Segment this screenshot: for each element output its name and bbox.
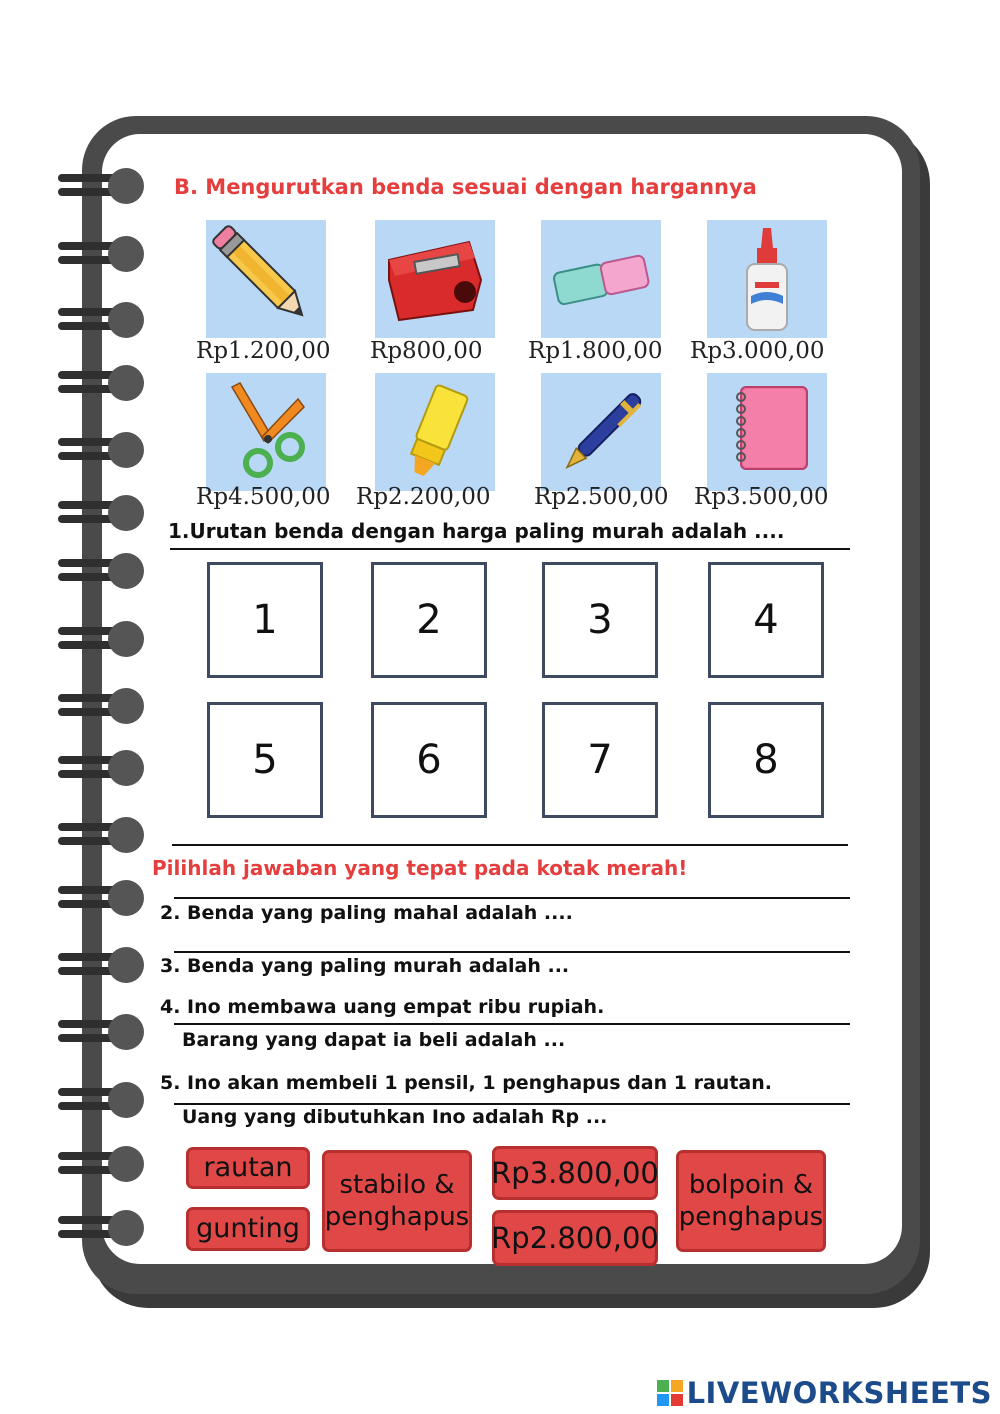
question-5-line-2: Uang yang dibutuhkan Ino adalah Rp ... — [182, 1106, 608, 1128]
answer-gunting[interactable]: gunting — [186, 1207, 310, 1251]
answer-rp2800[interactable]: Rp2.800,00 — [492, 1210, 658, 1266]
highlighter-icon — [375, 373, 495, 491]
glue-icon — [707, 220, 827, 338]
question-5-line-1: 5. Ino akan membeli 1 pensil, 1 penghapus dan 1 rautan. — [160, 1072, 772, 1094]
answer-line-q2[interactable] — [174, 897, 850, 899]
liveworksheets-mark-icon — [657, 1380, 683, 1406]
order-box[interactable]: 6 — [371, 702, 487, 818]
spiral-ring-icon — [58, 432, 144, 468]
pencil-icon — [206, 220, 326, 338]
item-price: Rp4.500,00 — [196, 484, 331, 510]
spiral-ring-icon — [58, 688, 144, 724]
liveworksheets-logo — [657, 1376, 992, 1410]
item-price: Rp3.500,00 — [694, 484, 829, 510]
order-box[interactable]: 7 — [542, 702, 658, 818]
order-box[interactable]: 5 — [207, 702, 323, 818]
question-4-line-2: Barang yang dapat ia beli adalah ... — [182, 1029, 566, 1051]
answer-line-q4[interactable] — [174, 1023, 850, 1025]
divider — [172, 844, 848, 846]
eraser-icon — [541, 220, 661, 338]
spiral-ring-icon — [58, 750, 144, 786]
spiral-ring-icon — [58, 1210, 144, 1246]
answer-stabilo-penghapus[interactable]: stabilo & penghapus — [322, 1150, 472, 1252]
spiral-ring-icon — [58, 553, 144, 589]
spiral-ring-icon — [58, 947, 144, 983]
answer-bolpoin-penghapus[interactable]: bolpoin & penghapus — [676, 1150, 826, 1252]
scissors-icon — [206, 373, 326, 491]
answer-line-q5[interactable] — [174, 1103, 850, 1105]
spiral-ring-icon — [58, 1014, 144, 1050]
spiral-ring-icon — [58, 168, 144, 204]
spiral-ring-icon — [58, 1082, 144, 1118]
question-2: 2. Benda yang paling mahal adalah .... — [160, 902, 573, 924]
order-box[interactable]: 3 — [542, 562, 658, 678]
item-price: Rp1.200,00 — [196, 338, 331, 364]
answer-line-q3[interactable] — [174, 951, 850, 953]
order-box[interactable]: 1 — [207, 562, 323, 678]
section-title: B. Mengurutkan benda sesuai dengan hargannya — [174, 175, 757, 199]
spiral-ring-icon — [58, 817, 144, 853]
spiral-ring-icon — [58, 236, 144, 272]
notebook-icon — [707, 373, 827, 491]
spiral-ring-icon — [58, 495, 144, 531]
question-3: 3. Benda yang paling murah adalah ... — [160, 955, 570, 977]
order-box[interactable]: 2 — [371, 562, 487, 678]
pen-icon — [541, 373, 661, 491]
answer-rp3800[interactable]: Rp3.800,00 — [492, 1146, 658, 1200]
question-4-line-1: 4. Ino membawa uang empat ribu rupiah. — [160, 996, 605, 1018]
item-price: Rp1.800,00 — [528, 338, 663, 364]
order-box[interactable]: 4 — [708, 562, 824, 678]
item-price: Rp2.200,00 — [356, 484, 491, 510]
item-price: Rp3.000,00 — [690, 338, 825, 364]
item-price: Rp2.500,00 — [534, 484, 669, 510]
answer-rautan[interactable]: rautan — [186, 1147, 310, 1189]
liveworksheets-text: LIVEWORKSHEETS — [686, 1376, 992, 1410]
spiral-ring-icon — [58, 1146, 144, 1182]
order-box[interactable]: 8 — [708, 702, 824, 818]
spiral-ring-icon — [58, 621, 144, 657]
divider — [170, 548, 850, 550]
spiral-ring-icon — [58, 302, 144, 338]
spiral-ring-icon — [58, 365, 144, 401]
item-price: Rp800,00 — [370, 338, 483, 364]
question-1: 1.Urutan benda dengan harga paling murah adalah .... — [168, 519, 785, 543]
sharpener-icon — [375, 220, 495, 338]
spiral-ring-icon — [58, 880, 144, 916]
instruction-text: Pilihlah jawaban yang tepat pada kotak merah! — [152, 856, 688, 880]
